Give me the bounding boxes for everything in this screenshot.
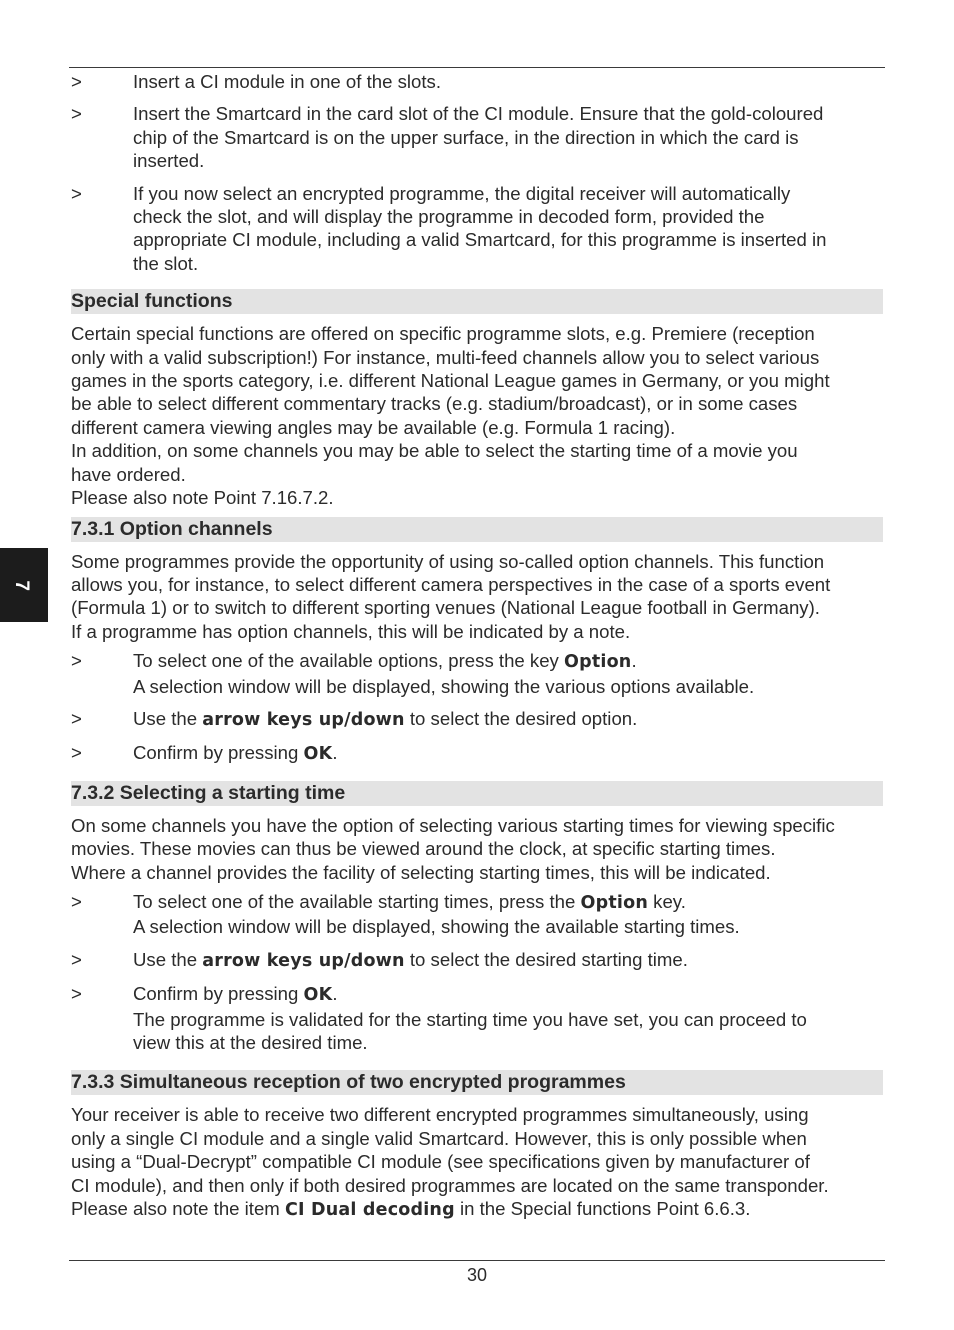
key-label: OK (303, 744, 333, 765)
list-item (71, 707, 885, 732)
section-heading-7-3-1: 7.3.1 Option channels (71, 517, 883, 542)
text-line: Where a channel provides the facility of selecting starting times, this will be indicated. (71, 861, 771, 883)
page-content (71, 69, 885, 1229)
list-item (71, 982, 885, 1054)
list-marker: > (71, 707, 82, 729)
list-item-text: appropriate CI module, including a valid Smartcard, for this programme is inserted in (133, 229, 827, 251)
section-heading-7-3-3: 7.3.3 Simultaneous reception of two encrypted programmes (71, 1070, 883, 1095)
list-item-text: Insert the Smartcard in the card slot of the CI module. Ensure that the gold-coloured (133, 103, 824, 125)
section-paragraph (71, 322, 885, 509)
list-item-text: Confirm by pressing OK. (133, 742, 338, 765)
section-paragraph (71, 1103, 885, 1222)
list-marker: > (71, 742, 82, 764)
list-item (71, 70, 885, 93)
text-line: Please also note Point 7.16.7.2. (71, 487, 334, 509)
list-item-text: Insert a CI module in one of the slots. (133, 71, 441, 92)
list-item (71, 741, 885, 766)
key-label: Option (580, 892, 648, 913)
key-label: Option (564, 652, 632, 673)
text-line: CI module), and then only if both desired programmes are located on the same transponder. (71, 1174, 829, 1196)
text-line: be able to select different commentary tracks (e.g. stadium/broadcast), or in some cases (71, 393, 798, 415)
list-item (71, 102, 885, 172)
bottom-rule (69, 1260, 885, 1261)
list-item-text: A selection window will be displayed, showing the available starting times. (133, 916, 740, 938)
list-item (71, 649, 885, 698)
list-item (71, 890, 885, 939)
list-item (71, 182, 885, 276)
list-item-text: To select one of the available options, press the key Option. (133, 650, 637, 673)
text-line: games in the sports category, i.e. different National League games in Germany, or you might (71, 370, 830, 392)
key-label: OK (303, 985, 333, 1006)
top-rule (69, 67, 885, 68)
text-line: Please also note the item CI Dual decoding in the Special functions Point 6.6.3. (71, 1198, 751, 1221)
key-label: arrow keys up/down (202, 709, 405, 730)
list-item-text: check the slot, and will display the programme in decoded form, provided the (133, 206, 765, 228)
chapter-tab (0, 548, 48, 622)
list-marker: > (71, 650, 82, 672)
chapter-tab-label: 7 (10, 580, 32, 591)
list-item-text: To select one of the available starting times, press the Option key. (133, 890, 686, 913)
page-number: 30 (466, 1265, 488, 1285)
text-line: have ordered. (71, 463, 186, 485)
text-line: Some programmes provide the opportunity of using so-called option channels. This function (71, 550, 825, 572)
list-item-text: The programme is validated for the starting time you have set, you can proceed to (133, 1008, 807, 1030)
list-item-text: the slot. (133, 252, 199, 274)
list-marker: > (71, 890, 82, 912)
list-item-text: chip of the Smartcard is on the upper surface, in the direction in which the card is (133, 126, 799, 148)
text-line: using a “Dual-Decrypt” compatible CI module (see specifications given by manufacturer of (71, 1151, 810, 1173)
text-line: allows you, for instance, to select different camera perspectives in the case of a sports event (71, 573, 831, 595)
list-item-text: Confirm by pressing OK. (133, 983, 338, 1006)
text-line: Your receiver is able to receive two different encrypted programmes simultaneously, using (71, 1104, 809, 1126)
list-marker: > (71, 948, 82, 970)
key-label: arrow keys up/down (202, 950, 405, 971)
list-item-text: Use the arrow keys up/down to select the desired option. (133, 707, 638, 730)
list-item-text: inserted. (133, 150, 205, 172)
list-item-text: Use the arrow keys up/down to select the desired starting time. (133, 948, 688, 971)
text-line: If a programme has option channels, this will be indicated by a note. (71, 620, 631, 642)
text-line: only a single CI module and a single valid Smartcard. However, this is only possible when (71, 1127, 807, 1149)
section-heading-7-3-2: 7.3.2 Selecting a starting time (71, 781, 883, 806)
section-heading-special-functions: Special functions (71, 289, 883, 314)
list-item (71, 948, 885, 973)
text-line: On some channels you have the option of selecting various starting times for viewing specific (71, 814, 835, 836)
text-line: In addition, on some channels you may be able to select the starting time of a movie you (71, 440, 798, 462)
section-paragraph (71, 814, 885, 884)
list-marker: > (71, 71, 82, 92)
text-line: Certain special functions are offered on specific programme slots, e.g. Premiere (reception (71, 323, 815, 345)
text-line: movies. These movies can thus be viewed around the clock, at specific starting times. (71, 838, 776, 860)
text-line: only with a valid subscription!) For instance, multi-feed channels allow you to select various (71, 346, 820, 368)
section-paragraph (71, 550, 885, 644)
list-marker: > (71, 983, 82, 1005)
text-line: different camera viewing angles may be available (e.g. Formula 1 racing). (71, 416, 676, 438)
key-label: CI Dual decoding (284, 1200, 455, 1221)
list-marker: > (71, 182, 82, 204)
list-item-text: view this at the desired time. (133, 1032, 368, 1053)
list-item-text: A selection window will be displayed, showing the various options available. (133, 675, 755, 697)
list-marker: > (71, 103, 82, 125)
text-line: (Formula 1) or to switch to different sporting venues (National League football in Germany). (71, 597, 820, 619)
list-item-text: If you now select an encrypted programme, the digital receiver will automatically (133, 182, 791, 204)
